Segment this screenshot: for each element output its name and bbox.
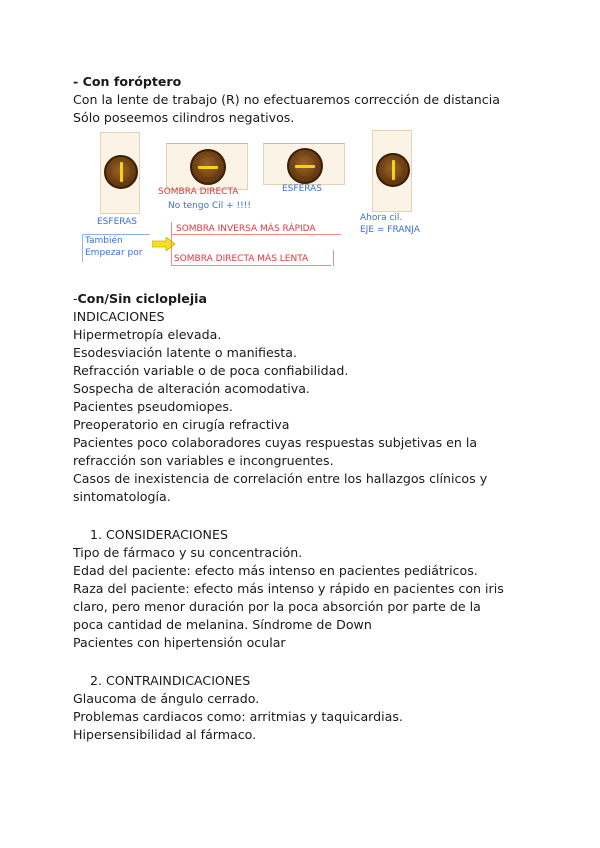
red-bracket-line xyxy=(171,222,172,266)
retinoscopy-figure xyxy=(0,0,600,280)
list-item: refracción son variables e incongruentes. xyxy=(73,453,334,468)
list-item: claro, pero menor duración por la poca absorción por parte de la xyxy=(73,599,481,614)
label-box-side xyxy=(82,234,83,262)
label-no-tengo: No tengo Cil + !!!! xyxy=(168,201,251,211)
reflex-disk-icon xyxy=(104,155,138,189)
horizontal-reflex-band xyxy=(295,165,315,168)
paragraph-line: Con la lente de trabajo (R) no efectuaremos corrección de distancia xyxy=(73,92,500,107)
reflex-panel-1 xyxy=(100,132,140,214)
list-item: sintomatología. xyxy=(73,489,171,504)
list-item: Pacientes con hipertensión ocular xyxy=(73,635,286,650)
label-empezar: Empezar por xyxy=(85,248,143,258)
reflex-panel-3 xyxy=(263,143,345,185)
label-sombra-directa: SOMBRA DIRECTA xyxy=(158,187,239,197)
reflex-disk-icon xyxy=(376,153,410,187)
list-item: Hipermetropía elevada. xyxy=(73,327,222,342)
list-item: Glaucoma de ángulo cerrado. xyxy=(73,691,260,706)
indicaciones-heading: INDICACIONES xyxy=(73,309,165,324)
vertical-reflex-band xyxy=(392,160,395,180)
reflex-disk-icon xyxy=(287,148,323,184)
list-item: poca cantidad de melanina. Síndrome de Down xyxy=(73,617,372,632)
contraindicaciones-heading: 2. CONTRAINDICACIONES xyxy=(90,673,251,688)
list-item: Pacientes poco colaboradores cuyas respuestas subjetivas en la xyxy=(73,435,478,450)
consideraciones-heading: 1. CONSIDERACIONES xyxy=(90,527,228,542)
list-item: Esodesviación latente o manifiesta. xyxy=(73,345,297,360)
list-item: Sospecha de alteración acomodativa. xyxy=(73,381,310,396)
reflex-panel-4 xyxy=(372,130,412,212)
yellow-arrow-icon xyxy=(152,237,176,251)
list-item: Refracción variable o de poca confiabilidad. xyxy=(73,363,349,378)
list-item: Preoperatorio en cirugía refractiva xyxy=(73,417,290,432)
title-prefix: - xyxy=(73,291,78,306)
vertical-reflex-band xyxy=(120,162,123,182)
list-item: Edad del paciente: efecto más intenso en pacientes pediátricos. xyxy=(73,563,478,578)
horizontal-reflex-band xyxy=(198,166,218,169)
label-eje-franja: EJE = FRANJA xyxy=(360,225,420,235)
list-item: Raza del paciente: efecto más intenso y rápido en pacientes con iris xyxy=(73,581,504,596)
label-ahora-cil: Ahora cil. xyxy=(360,213,403,223)
section-title-cicloplejia xyxy=(73,290,207,309)
reflex-panel-2 xyxy=(166,143,248,190)
list-item: Pacientes pseudomiopes. xyxy=(73,399,233,414)
list-item: Hipersensibilidad al fármaco. xyxy=(73,727,257,742)
reflex-disk-icon xyxy=(190,149,226,185)
red-bracket-line xyxy=(171,265,331,266)
list-item: Tipo de fármaco y su concentración. xyxy=(73,545,303,560)
list-item: Casos de inexistencia de correlación entre los hallazgos clínicos y xyxy=(73,471,488,486)
red-bracket-line xyxy=(333,250,334,266)
label-esferas-2: ESFERAS xyxy=(282,184,323,194)
paragraph-line: Sólo poseemos cilindros negativos. xyxy=(73,110,295,125)
title-text: Con/Sin cicloplejia xyxy=(77,291,207,306)
label-sombra-inversa: SOMBRA INVERSA MÁS RÁPIDA xyxy=(176,224,316,234)
label-tambien: También xyxy=(85,236,123,246)
label-esferas: ESFERAS xyxy=(97,217,138,227)
section-title-foroptero: - Con foróptero xyxy=(73,74,182,89)
label-box-top xyxy=(82,234,150,235)
list-item: Problemas cardiacos como: arritmias y taquicardias. xyxy=(73,709,403,724)
label-sombra-directa-lenta: SOMBRA DIRECTA MÁS LENTA xyxy=(174,254,309,264)
